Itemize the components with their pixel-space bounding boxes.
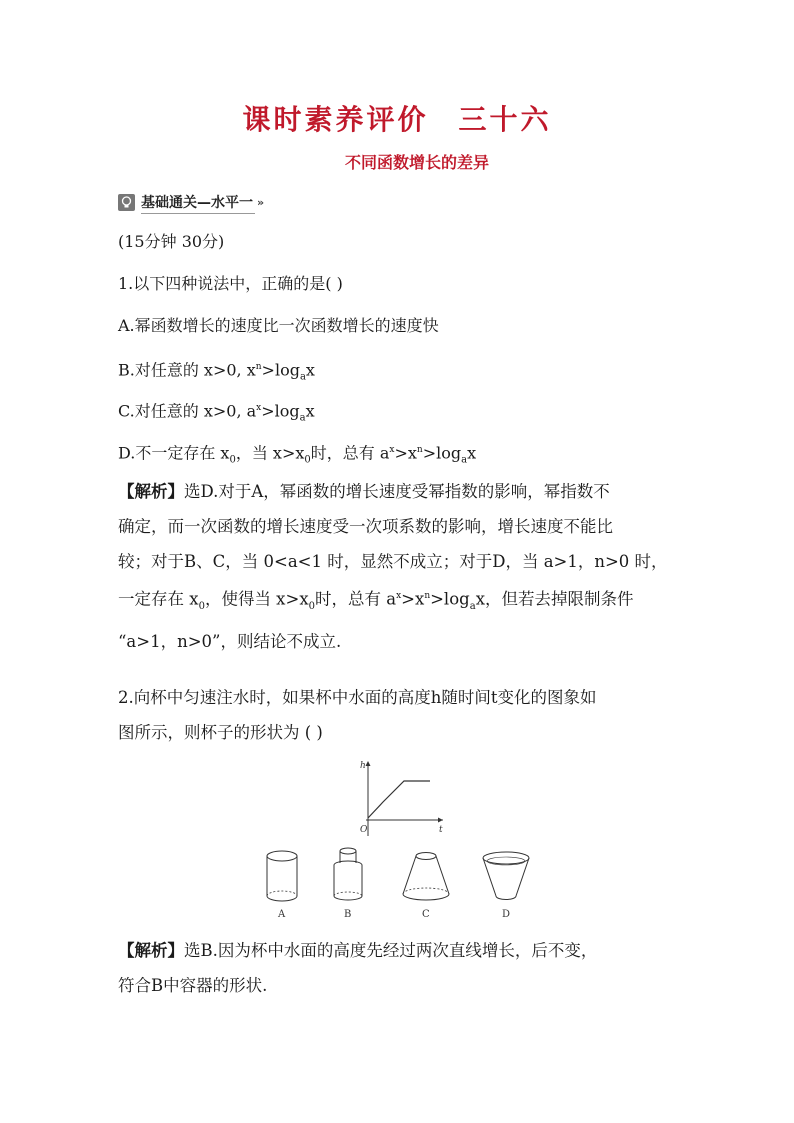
q1-option-b: B.对任意的 x>0, $x^n>\log_ax$ xyxy=(118,360,315,383)
page-title xyxy=(0,98,794,138)
analysis-tag: 【解析】 xyxy=(118,941,184,960)
page-subtitle: 不同函数增长的差异 xyxy=(344,153,489,172)
cup-c-label: C xyxy=(422,909,430,920)
analysis-tag: 【解析】 xyxy=(118,482,184,501)
cup-d xyxy=(483,852,529,920)
cup-b-label: B xyxy=(344,909,352,920)
section-header xyxy=(118,193,264,212)
time-info: (15分钟 30分) xyxy=(118,232,225,251)
q1-option-a: A.幂函数增长的速度比一次函数增长的速度快 xyxy=(118,316,439,335)
cup-options xyxy=(256,844,546,924)
q2-analysis: 【解析】选B.因为杯中水面的高度先经过两次直线增长，后不变， 符合B中容器的形状. xyxy=(118,941,598,995)
cup-d-label: D xyxy=(502,909,511,920)
q2-stem: 2.向杯中匀速注水时，如果杯中水面的高度h随时间t变化的图象如 图所示，则杯子的形状为 ( ) xyxy=(118,688,597,742)
title-main: 课时素养评价 xyxy=(242,103,429,136)
cup-b xyxy=(334,848,362,920)
double-chevron-icon: » xyxy=(257,196,265,209)
section-label: 基础通关—水平一 xyxy=(141,192,255,214)
q1-option-c: C.对任意的 x>0, $a^x>\log_ax$ xyxy=(118,401,315,424)
height-time-graph xyxy=(348,758,448,838)
title-number: 三十六 xyxy=(458,103,552,136)
cup-c xyxy=(403,853,449,921)
q1-option-d: D.不一定存在 $x_0$，当 $x>x_0$时，总有 $a^x>x^n>\log_ax$ xyxy=(118,443,477,466)
y-axis-label: h xyxy=(360,761,366,771)
lightbulb-icon xyxy=(118,194,135,211)
cup-a-label: A xyxy=(278,909,286,920)
q1-stem: 1.以下四种说法中，正确的是( ) xyxy=(118,274,343,293)
x-axis-label: t xyxy=(439,825,443,835)
cup-a xyxy=(267,851,297,920)
origin-label: O xyxy=(360,825,368,835)
q1-analysis: 【解析】选D.对于A，幂函数的增长速度受幂指数的影响，幂指数不 确定，而一次函数的增长速度受一次项系数的影响，增长速度不能比 较；对于B、C，当 0<a<1 时，显然不成立；对于D，当 a>1，n>0 时， 一定存在 $x_0$，使得当 $x>x_0$时，总有 $a^x>x^n>\log_ax$，但若去掉限制条件 “a>1，n>0”，则结论不成立. xyxy=(118,482,668,651)
